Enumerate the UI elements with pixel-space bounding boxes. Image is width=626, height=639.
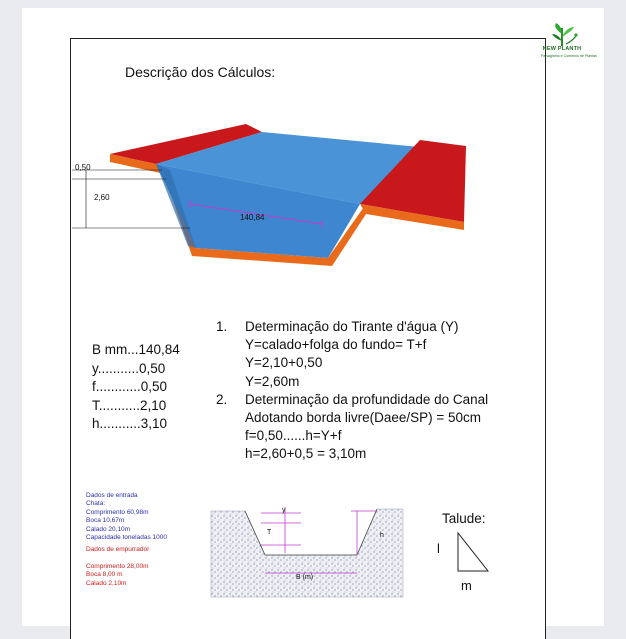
- section-T-label: T: [267, 529, 272, 536]
- dim-freeboard-label: 0,50: [75, 163, 91, 172]
- note-line: Chata:: [86, 500, 106, 508]
- param-T: T...........2,10: [92, 397, 167, 413]
- page-title: Descrição dos Cálculos:: [125, 64, 276, 80]
- note-line: Capacidade toneladas 1000: [86, 534, 167, 542]
- note-line: Calado 20,10m: [86, 525, 131, 533]
- note-line: Comprimento 28,00m: [86, 562, 149, 570]
- param-h: h...........3,10: [92, 416, 168, 432]
- logo-brand: NEW PLANTH: [542, 46, 582, 52]
- param-B: B mm...140,84: [92, 342, 180, 357]
- note-pusher-header: Dados de empurrador: [86, 546, 150, 554]
- param-y: y...........0,50: [92, 360, 166, 376]
- plant-logo-icon: [532, 22, 606, 48]
- section-h-label: h: [380, 532, 384, 539]
- canal-cross-section: [205, 497, 407, 601]
- parameter-list: [92, 341, 180, 434]
- talude-l-label: l: [437, 541, 440, 556]
- canal-3d-illustration: [70, 118, 470, 268]
- param-f: f............0,50: [92, 379, 168, 395]
- section-B-label: B (m): [296, 574, 314, 581]
- section-y-label: y: [282, 507, 286, 514]
- talude-m-label: m: [461, 578, 472, 593]
- note-line: Dados de entrada: [86, 492, 138, 499]
- note-line: Boca 8,00 m: [86, 571, 123, 579]
- slope-triangle-icon: [456, 531, 490, 573]
- dim-depth-label: 2,60: [94, 193, 110, 202]
- section-soil: [211, 509, 403, 597]
- company-logo: [532, 22, 606, 70]
- dim-width-label: 140,84: [240, 213, 265, 222]
- note-line: Comprimento 60,98m: [86, 508, 149, 516]
- talude-title: Talude:: [442, 511, 486, 526]
- logo-tagline: Paisagismo e Comercio de Plantas: [541, 54, 597, 58]
- note-line: Calado 2,10m: [86, 579, 127, 587]
- note-line: Boca 10,67m: [86, 517, 125, 525]
- input-data-notes: [86, 492, 167, 588]
